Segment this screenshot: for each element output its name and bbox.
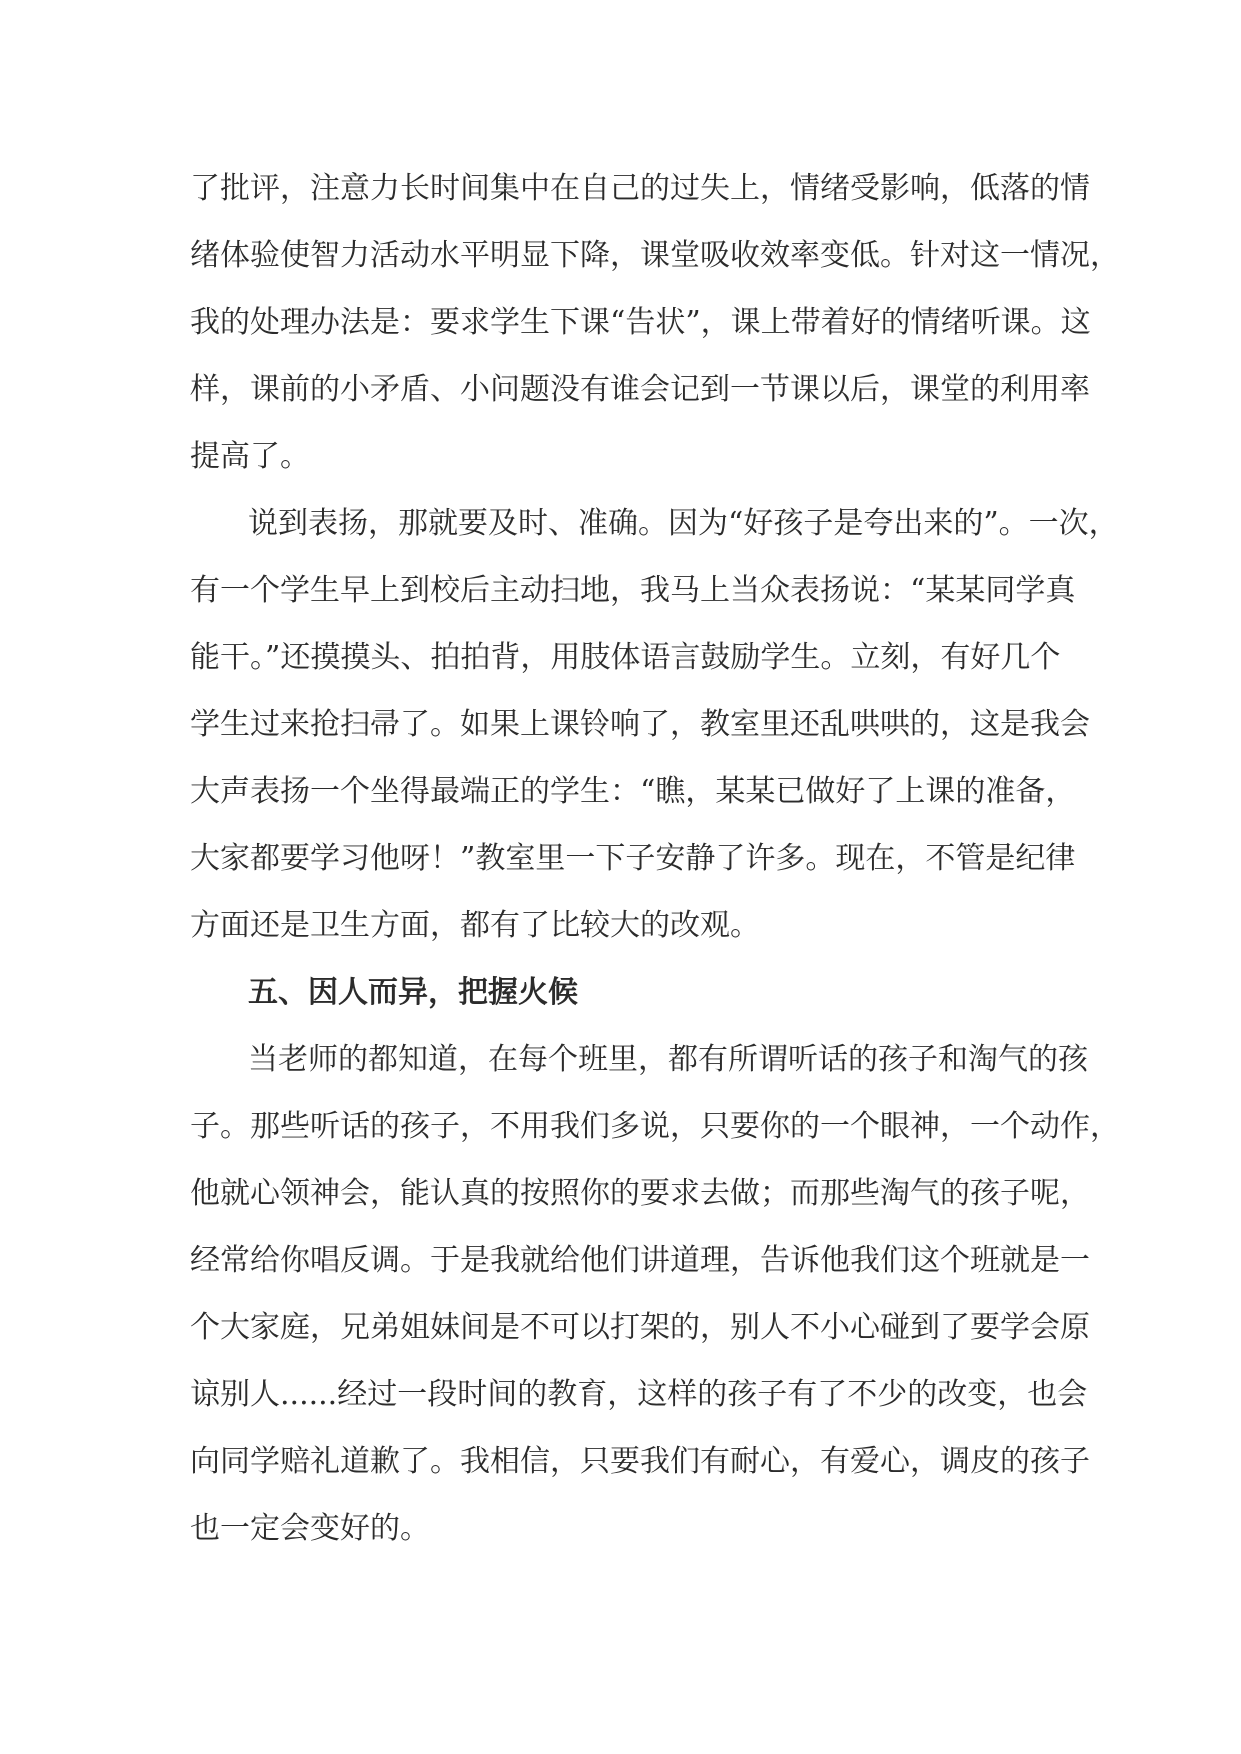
text-line: 子。那些听话的孩子，不用我们多说，只要你的一个眼神，一个动作，	[190, 1109, 1120, 1144]
text-line: 绪体验使智力活动水平明显下降，课堂吸收效率变低。针对这一情况，	[190, 238, 1120, 273]
text-line: 个大家庭，兄弟姐妹间是不可以打架的，别人不小心碰到了要学会原	[190, 1310, 1090, 1345]
text-line: 了批评，注意力长时间集中在自己的过失上，情绪受影响，低落的情	[190, 171, 1090, 206]
paragraph	[190, 490, 1119, 959]
text-line: 大家都要学习他呀！”教室里一下子安静了许多。现在，不管是纪律	[190, 841, 1076, 876]
paragraph	[190, 1026, 1120, 1562]
text-line: 方面还是卫生方面，都有了比较大的改观。	[190, 908, 760, 943]
text-line: 我的处理办法是：要求学生下课“告状”，课上带着好的情绪听课。这	[190, 305, 1091, 340]
text-line: 样，课前的小矛盾、小问题没有谁会记到一节课以后，课堂的利用率	[190, 372, 1090, 407]
text-line: 学生过来抢扫帚了。如果上课铃响了，教室里还乱哄哄的，这是我会	[190, 707, 1090, 742]
paragraph	[190, 155, 1120, 490]
text-line: 当老师的都知道，在每个班里，都有所谓听话的孩子和淘气的孩	[248, 1042, 1088, 1077]
text-line: 他就心领神会，能认真的按照你的要求去做；而那些淘气的孩子呢，	[190, 1176, 1090, 1211]
text-line: 向同学赔礼道歉了。我相信，只要我们有耐心，有爱心，调皮的孩子	[190, 1444, 1090, 1479]
text-line: 经常给你唱反调。于是我就给他们讲道理，告诉他我们这个班就是一	[190, 1243, 1090, 1278]
text-line: 说到表扬，那就要及时、准确。因为“好孩子是夸出来的”。一次，	[248, 506, 1119, 541]
text-line: 谅别人......经过一段时间的教育，这样的孩子有了不少的改变，也会	[190, 1377, 1088, 1412]
text-line: 能干。”还摸摸头、拍拍背，用肢体语言鼓励学生。立刻，有好几个	[190, 640, 1061, 675]
document-page	[190, 155, 1120, 1562]
text-line: 有一个学生早上到校后主动扫地，我马上当众表扬说：“某某同学真	[190, 573, 1076, 608]
text-line: 也一定会变好的。	[190, 1511, 430, 1546]
section-heading: 五、因人而异，把握火候	[248, 975, 578, 1010]
text-line: 大声表扬一个坐得最端正的学生：“瞧，某某已做好了上课的准备，	[190, 774, 1076, 809]
text-line: 提高了。	[190, 439, 310, 474]
